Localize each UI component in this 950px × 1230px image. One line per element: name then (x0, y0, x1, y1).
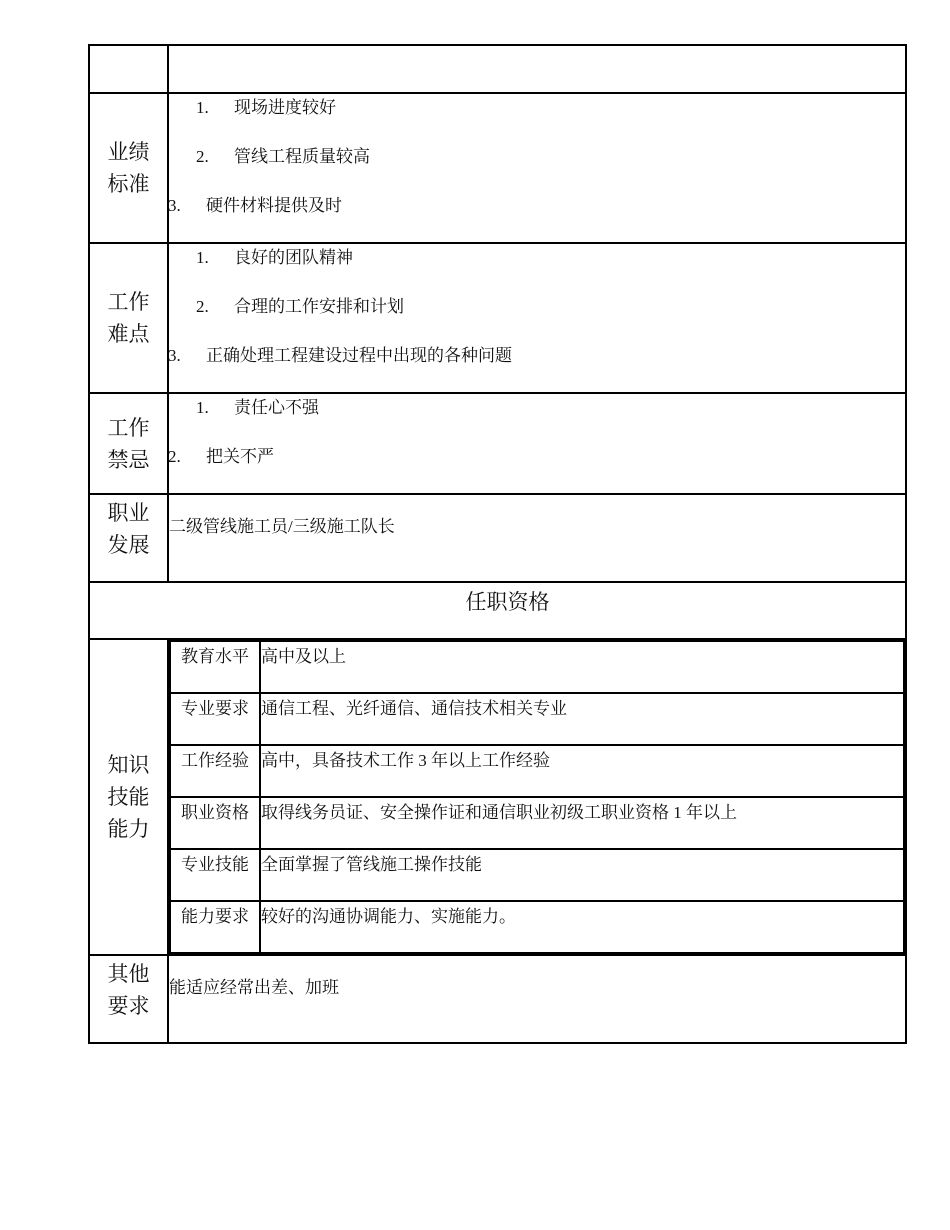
knowledge-label-cell (89, 639, 168, 955)
sub-value: 较好的沟通协调能力、实施能力。 (260, 901, 904, 953)
list-item-text: 责任心不强 (234, 398, 319, 417)
taboo-label: 工作禁忌 (107, 415, 150, 472)
list-item-number: 3. (168, 196, 181, 215)
job-description-table (88, 44, 907, 1044)
sub-value: 全面掌握了管线施工操作技能 (260, 849, 904, 901)
other-label: 其他要求 (107, 962, 150, 1018)
list-item-text: 正确处理工程建设过程中出现的各种问题 (206, 346, 512, 365)
other-row (89, 955, 906, 1043)
sub-label: 工作经验 (170, 745, 260, 797)
performance-row (89, 93, 906, 243)
qualification-title-row (89, 582, 906, 639)
taboo-label-cell (89, 393, 168, 494)
list-item-number: 2. (168, 447, 181, 466)
difficulty-row (89, 243, 906, 393)
difficulty-label-cell (89, 243, 168, 393)
empty-header-row (89, 45, 906, 93)
table-row (170, 849, 904, 901)
table-row (170, 693, 904, 745)
performance-label-cell (89, 93, 168, 243)
knowledge-subtable (169, 640, 905, 954)
knowledge-row (89, 639, 906, 955)
knowledge-detail-cell (168, 639, 906, 955)
list-item (169, 342, 905, 391)
list-item (169, 94, 905, 143)
difficulty-label: 工作难点 (107, 290, 150, 346)
sub-value: 取得线务员证、安全操作证和通信职业初级工职业资格 1 年以上 (260, 797, 904, 849)
taboo-row (89, 393, 906, 494)
taboo-list (168, 393, 906, 494)
list-item (169, 244, 905, 293)
list-item-number: 3. (168, 346, 181, 365)
list-item-number: 2. (196, 147, 209, 166)
sub-label: 教育水平 (170, 641, 260, 693)
qualification-title-cell (89, 582, 906, 639)
sub-label: 专业技能 (170, 849, 260, 901)
knowledge-label: 知识技能能力 (107, 753, 150, 841)
list-item-text: 现场进度较好 (234, 98, 336, 117)
sub-label: 专业要求 (170, 693, 260, 745)
performance-label: 业绩标准 (107, 140, 150, 196)
table-row (170, 641, 904, 693)
table-row (170, 901, 904, 953)
list-item-text: 硬件材料提供及时 (206, 196, 342, 215)
career-label: 职业发展 (107, 501, 150, 557)
list-item-text: 管线工程质量较高 (234, 147, 370, 166)
sub-label: 能力要求 (170, 901, 260, 953)
list-item-number: 1. (196, 98, 209, 117)
list-item-text: 良好的团队精神 (234, 248, 353, 267)
sub-value: 高中及以上 (260, 641, 904, 693)
career-value-cell (168, 494, 906, 582)
list-item-text: 把关不严 (206, 447, 274, 466)
sub-label: 职业资格 (170, 797, 260, 849)
list-item (169, 143, 905, 192)
other-label-cell (89, 955, 168, 1043)
list-item (169, 394, 905, 443)
performance-list (168, 93, 906, 243)
career-text: 二级管线施工员/三级施工队长 (169, 517, 395, 536)
list-item (169, 192, 905, 241)
list-item-number: 1. (196, 398, 209, 417)
other-text: 能适应经常出差、加班 (169, 978, 339, 997)
sub-value: 高中，具备技术工作 3 年以上工作经验 (260, 745, 904, 797)
career-row (89, 494, 906, 582)
list-item-number: 1. (196, 248, 209, 267)
difficulty-list (168, 243, 906, 393)
other-value-cell (168, 955, 906, 1043)
list-item (169, 293, 905, 342)
career-label-cell (89, 494, 168, 582)
sub-value: 通信工程、光纤通信、通信技术相关专业 (260, 693, 904, 745)
list-item (169, 443, 905, 492)
section-title: 任职资格 (465, 589, 550, 614)
table-row (170, 745, 904, 797)
empty-label-cell (89, 45, 168, 93)
empty-value-cell (168, 45, 906, 93)
list-item-text: 合理的工作安排和计划 (234, 297, 404, 316)
table-row (170, 797, 904, 849)
list-item-number: 2. (196, 297, 209, 316)
